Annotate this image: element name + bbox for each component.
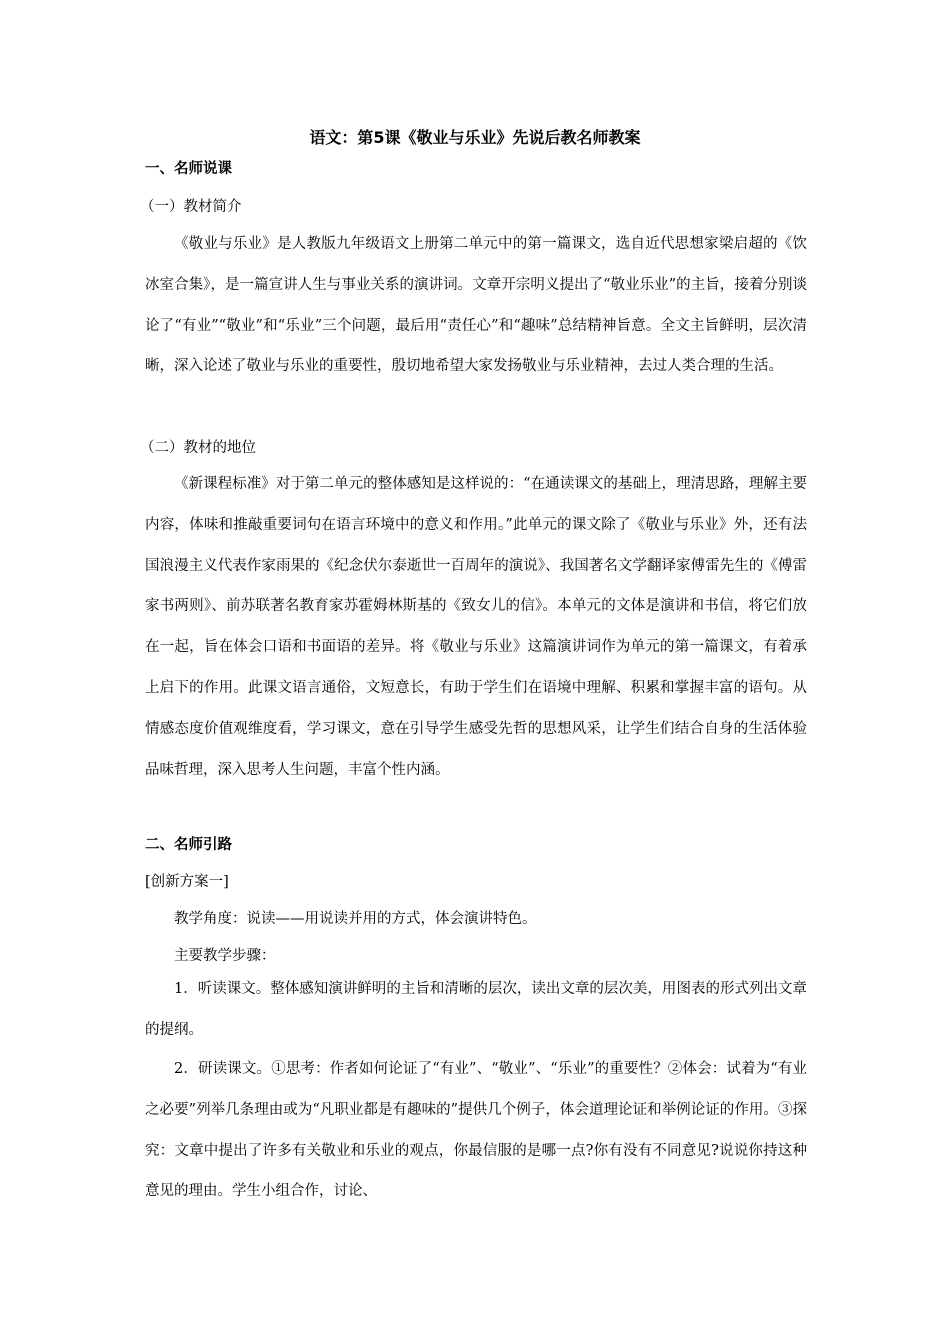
plan-label: [创新方案一]: [145, 874, 229, 890]
subsection-heading-1: （一）教材简介: [140, 199, 242, 215]
steps-label: 主要教学步骤：: [174, 948, 276, 964]
teaching-angle: 教学角度：说读——用说读并用的方式，体会演讲特色。: [174, 911, 537, 927]
step-2: 2．研读课文。①思考：作者如何论证了“有业”、“敬业”、“乐业”的重要性？②体会：试着为“有业之必要”列举几条理由或为“凡职业都是有趣味的”提供几个例子，体会道理论证和举例论证的作用。③探究：文章中提出了许多有关敬业和乐业的观点，你最信服的是哪一点?你有没有不同意见?说说你持这种意见的理由。学生小组合作，讨论、: [145, 1061, 807, 1200]
document-title: 语文：第5课《敬业与乐业》先说后教名师教案: [309, 128, 641, 147]
paragraph-textbook-position: 《新课程标准》对于第二单元的整体感知是这样说的：“在通读课文的基础上，理清思路，理解主要内容，体味和推敲重要词句在语言环境中的意义和作用。”此单元的课文除了《敬业与乐业》外，还有法国浪漫主义代表作家雨果的《纪念伏尔泰逝世一百周年的演说》、我国著名文学翻译家傅雷先生的《傅雷家书两则》、前苏联著名教育家苏霍姆林斯基的《致女儿的信》。本单元的文体是演讲和书信，将它们放在一起，旨在体会口语和书面语的差异。将《敬业与乐业》这篇演讲词作为单元的第一篇课文，有着承上启下的作用。此课文语言通俗，文短意长，有助于学生们在语境中理解、积累和掌握丰富的语句。从情感态度价值观维度看，学习课文，意在引导学生感受先哲的思想风采，让学生们结合自身的生活体验品味哲理，深入思考人生问题，丰富个性内涵。: [145, 476, 807, 778]
paragraph-textbook-intro: 《敬业与乐业》是人教版九年级语文上册第二单元中的第一篇课文，选自近代思想家梁启超的《饮冰室合集》，是一篇宣讲人生与事业关系的演讲词。文章开宗明义提出了“敬业乐业”的主旨，接着分别谈论了“有业”“敬业”和“乐业”三个问题，最后用“责任心”和“趣味”总结精神旨意。全文主旨鲜明，层次清晰，深入论述了敬业与乐业的重要性，殷切地希望大家发扬敬业与乐业精神，去过人类合理的生活。: [145, 236, 807, 375]
section-heading-1: 一、名师说课: [145, 161, 232, 177]
section-heading-2: 二、名师引路: [145, 837, 232, 853]
subsection-heading-2: （二）教材的地位: [140, 440, 256, 456]
step-1: 1．听读课文。整体感知演讲鲜明的主旨和清晰的层次，读出文章的层次美，用图表的形式列出文章的提纲。: [145, 981, 807, 1038]
